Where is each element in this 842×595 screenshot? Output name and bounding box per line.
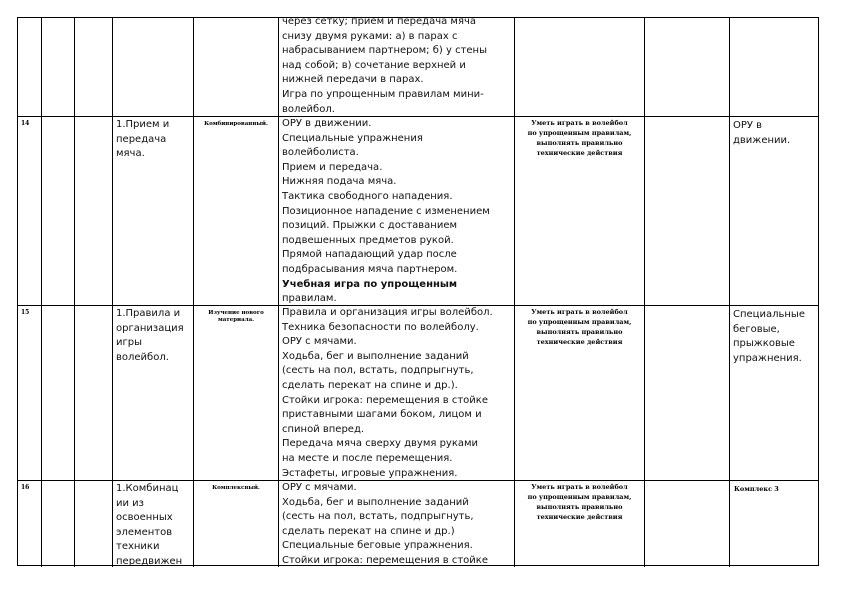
- topic-line: передвижен: [116, 555, 183, 567]
- lesson-content: [279, 117, 515, 305]
- cell-empty: [42, 306, 75, 480]
- cell-empty: [18, 18, 42, 116]
- content-line: (сесть на пол, встать, подпрыгнуть,: [282, 511, 474, 523]
- requirement-line: Уметь играть в волейбол: [531, 119, 628, 127]
- content-line: Прямой нападающий удар после: [282, 249, 457, 261]
- table-row: [18, 18, 818, 117]
- cell-empty: [645, 306, 730, 480]
- content-line: Нижняя подача мяча.: [282, 176, 397, 188]
- requirement-line: выполнять правильно: [536, 139, 623, 147]
- requirement-line: по упрощенным правилам,: [527, 129, 632, 137]
- requirements: [515, 306, 645, 480]
- topic-line: волейбол.: [116, 351, 169, 363]
- cell-empty: [194, 18, 279, 116]
- lesson-topic: [113, 481, 194, 567]
- cell-empty: [645, 481, 730, 567]
- extra-line: прыжковые: [733, 338, 795, 350]
- cell-empty: [75, 306, 113, 480]
- content-line: сделать перекат на спине и др.).: [282, 379, 458, 391]
- cell-empty: [42, 18, 75, 116]
- extra-line: движении.: [733, 134, 791, 146]
- content-line: Прием и передача.: [282, 161, 383, 173]
- extra-notes: [730, 117, 820, 305]
- content-line: (сесть на пол, встать, подпрыгнуть,: [282, 365, 474, 377]
- content-line: ОРУ с мячами.: [282, 336, 357, 348]
- requirement-line: Уметь играть в волейбол: [531, 483, 628, 491]
- content-line: через сетку; прием и передача мяча: [282, 18, 477, 27]
- content-line: подбрасывания мяча партнером.: [282, 263, 458, 275]
- content-line: Стойки игрока: перемещения в стойке: [282, 554, 488, 566]
- content-line: ОРУ в движении.: [282, 118, 372, 129]
- cell-empty: [75, 117, 113, 305]
- content-line: над собой; в) сочетание верхней и: [282, 59, 466, 71]
- topic-line: освоенных: [116, 512, 173, 524]
- table-row: [18, 306, 818, 481]
- requirement-line: технические действия: [536, 338, 623, 346]
- topic-line: 1.Комбинац: [116, 483, 179, 494]
- cell-empty: [515, 18, 645, 116]
- lesson-type: Изучение нового материала.: [194, 306, 279, 480]
- content-line: ОРУ с мячами.: [282, 482, 357, 493]
- cell-empty: [75, 18, 113, 116]
- content-line: позиций. Прыжки с доставанием: [282, 220, 458, 232]
- content-line: снизу двумя руками: а) в парах с: [282, 30, 458, 42]
- content-line: подвешенных предметов рукой.: [282, 234, 454, 246]
- extra-notes: [730, 481, 820, 567]
- requirement-line: технические действия: [536, 149, 623, 157]
- requirement-line: Уметь играть в волейбол: [531, 308, 628, 316]
- content-line: Учебная игра по упрощенным: [282, 278, 458, 290]
- content-line: Тактика свободного нападения.: [282, 190, 453, 202]
- content-line: Стойки игрока: перемещения в стойке: [282, 394, 488, 406]
- requirement-line: выполнять правильно: [536, 503, 623, 511]
- cell-empty: [730, 18, 820, 116]
- topic-line: мяча.: [116, 148, 145, 160]
- content-line: правилам.: [282, 293, 337, 305]
- content-line: нижней передачи в парах.: [282, 74, 424, 86]
- content-line: Игра по упрощенным правилам мини-: [282, 88, 484, 100]
- lesson-number: 15: [18, 306, 42, 480]
- topic-line: 1.Прием и: [116, 119, 170, 130]
- cell-empty: [113, 18, 194, 116]
- requirements: [515, 481, 645, 567]
- lesson-content: [279, 18, 515, 116]
- requirement-line: по упрощенным правилам,: [527, 318, 632, 326]
- content-line: Позиционное нападение с изменением: [282, 205, 490, 217]
- lesson-type: Комплексный.: [194, 481, 279, 567]
- topic-line: передача: [116, 133, 167, 145]
- content-line: Правила и организация игры волейбол.: [282, 307, 493, 318]
- content-line: Эстафеты, игровые упражнения.: [282, 467, 458, 479]
- extra-notes: [730, 306, 820, 480]
- content-line: Ходьба, бег и выполнение заданий: [282, 496, 469, 508]
- lesson-plan-table: [17, 17, 819, 566]
- cell-empty: [75, 481, 113, 567]
- table-row: [18, 117, 818, 306]
- content-line: Передача мяча сверху двумя руками: [282, 438, 479, 450]
- cell-empty: [42, 481, 75, 567]
- content-line: приставными шагами боком, лицом и: [282, 409, 482, 421]
- lesson-topic: [113, 117, 194, 305]
- extra-line: Комплекс 3: [734, 485, 779, 493]
- lesson-content: [279, 306, 515, 480]
- topic-line: игры: [116, 337, 142, 349]
- requirement-line: выполнять правильно: [536, 328, 623, 336]
- extra-line: ОРУ в: [733, 120, 763, 131]
- content-line: Специальные беговые упражнения.: [282, 540, 473, 552]
- cell-empty: [645, 18, 730, 116]
- content-line: сделать перекат на спине и др.): [282, 525, 455, 537]
- lesson-topic: [113, 306, 194, 480]
- requirements: [515, 117, 645, 305]
- extra-line: упражнения.: [733, 352, 802, 364]
- topic-line: 1.Правила и: [116, 308, 181, 319]
- requirement-line: технические действия: [536, 513, 623, 521]
- topic-line: ии из: [116, 497, 144, 509]
- requirement-line: по упрощенным правилам,: [527, 493, 632, 501]
- content-line: на месте и после перемещения.: [282, 452, 453, 464]
- content-line: спиной вперед.: [282, 423, 365, 435]
- topic-line: техники: [116, 541, 160, 553]
- lesson-content: [279, 481, 515, 567]
- content-line: волейбол.: [282, 103, 335, 115]
- content-line: Техника безопасности по волейболу.: [282, 321, 479, 333]
- table-row: [18, 481, 818, 567]
- lesson-number: 16: [18, 481, 42, 567]
- content-line: волейболиста.: [282, 147, 359, 159]
- cell-empty: [645, 117, 730, 305]
- lesson-number: 14: [18, 117, 42, 305]
- cell-empty: [42, 117, 75, 305]
- content-line: набрасыванием партнером; б) у стены: [282, 45, 487, 57]
- extra-line: беговые,: [733, 323, 780, 335]
- extra-line: Специальные: [733, 309, 805, 320]
- topic-line: организация: [116, 322, 184, 334]
- content-line: Ходьба, бег и выполнение заданий: [282, 350, 469, 362]
- lesson-type: Комбинированный.: [194, 117, 279, 305]
- content-line: Специальные упражнения: [282, 132, 423, 144]
- topic-line: элементов: [116, 526, 173, 538]
